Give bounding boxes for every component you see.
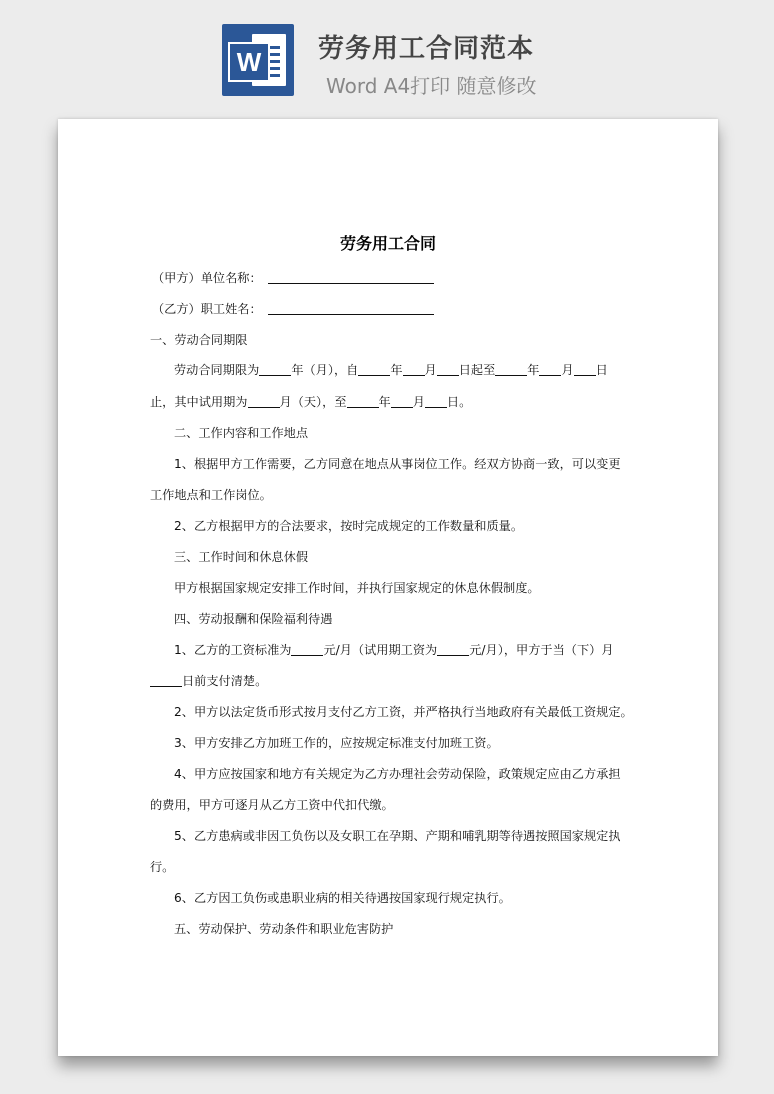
section-2-item-1-line-2: 工作地点和工作岗位。 (150, 488, 272, 502)
start-year-blank[interactable] (358, 362, 390, 376)
document-page (58, 119, 718, 1056)
party-b-field[interactable] (268, 301, 434, 315)
probation-day-blank[interactable] (425, 394, 447, 408)
page-subtitle: Word A4打印 随意修改 (326, 74, 537, 98)
section-2-heading: 二、工作内容和工作地点 (174, 426, 309, 440)
page-title: 劳务用工合同范本 (318, 34, 535, 64)
section-4-item-2: 2、甲方以法定货币形式按月支付乙方工资，并严格执行当地政府有关最低工资规定。 (174, 705, 633, 719)
end-day-blank[interactable] (574, 362, 596, 376)
section-4-item-6: 6、乙方因工负伤或患职业病的相关待遇按国家现行规定执行。 (174, 891, 511, 905)
party-a-label: （甲方）单位名称： (152, 271, 262, 285)
section-3-heading: 三、工作时间和休息休假 (174, 550, 309, 564)
section-4-item-5-line-1: 5、乙方患病或非因工负伤以及女职工在孕期、产期和哺乳期等待遇按照国家规定执 (174, 829, 621, 843)
section-4-item-3: 3、甲方安排乙方加班工作的，应按规定标准支付加班工资。 (174, 736, 499, 750)
section-2-item-1-line-1: 1、根据甲方工作需要，乙方同意在地点从事岗位工作。经双方协商一致，可以变更 (174, 457, 621, 471)
section-4-item-5-line-2: 行。 (150, 860, 175, 874)
section-1-heading: 一、劳动合同期限 (150, 333, 248, 347)
end-year-blank[interactable] (495, 362, 527, 376)
start-day-blank[interactable] (437, 362, 459, 376)
term-length-blank[interactable] (259, 362, 291, 376)
probation-line: 止，其中试用期为 月（天），至 年 月 日。 (150, 395, 472, 409)
wage-blank[interactable] (291, 642, 323, 656)
header-banner (0, 0, 774, 110)
party-b-label: （乙方）职工姓名： (152, 302, 262, 316)
pay-day-blank[interactable] (150, 673, 182, 687)
probation-blank[interactable] (248, 394, 280, 408)
start-month-blank[interactable] (403, 362, 425, 376)
section-4-heading: 四、劳动报酬和保险福利待遇 (174, 612, 333, 626)
probation-year-blank[interactable] (347, 394, 379, 408)
probation-month-blank[interactable] (391, 394, 413, 408)
document-title: 劳务用工合同 (339, 234, 436, 253)
section-2-item-2: 2、乙方根据甲方的合法要求，按时完成规定的工作数量和质量。 (174, 519, 524, 533)
party-a-field[interactable] (268, 270, 434, 284)
section-5-heading: 五、劳动保护、劳动条件和职业危害防护 (174, 922, 394, 936)
word-icon (222, 24, 294, 96)
section-4-item-4-line-2: 的费用，甲方可逐月从乙方工资中代扣代缴。 (150, 798, 394, 812)
section-3-text: 甲方根据国家规定安排工作时间，并执行国家规定的休息休假制度。 (174, 581, 540, 595)
party-b-line (152, 300, 434, 317)
end-month-blank[interactable] (539, 362, 561, 376)
wage-line-1: 1、乙方的工资标准为 元/月（试用期工资为 元/月），甲方于当（下）月 (174, 643, 614, 657)
section-4-item-4-line-1: 4、甲方应按国家和地方有关规定为乙方办理社会劳动保险，政策规定应由乙方承担 (174, 767, 621, 781)
probation-wage-blank[interactable] (437, 642, 469, 656)
wage-line-2: 日前支付清楚。 (150, 672, 267, 689)
word-letter: W (228, 42, 270, 82)
contract-term-line: 劳动合同期限为 年（月），自 年 月 日起至 年 月 日 (174, 363, 608, 377)
party-a-line (152, 269, 434, 286)
